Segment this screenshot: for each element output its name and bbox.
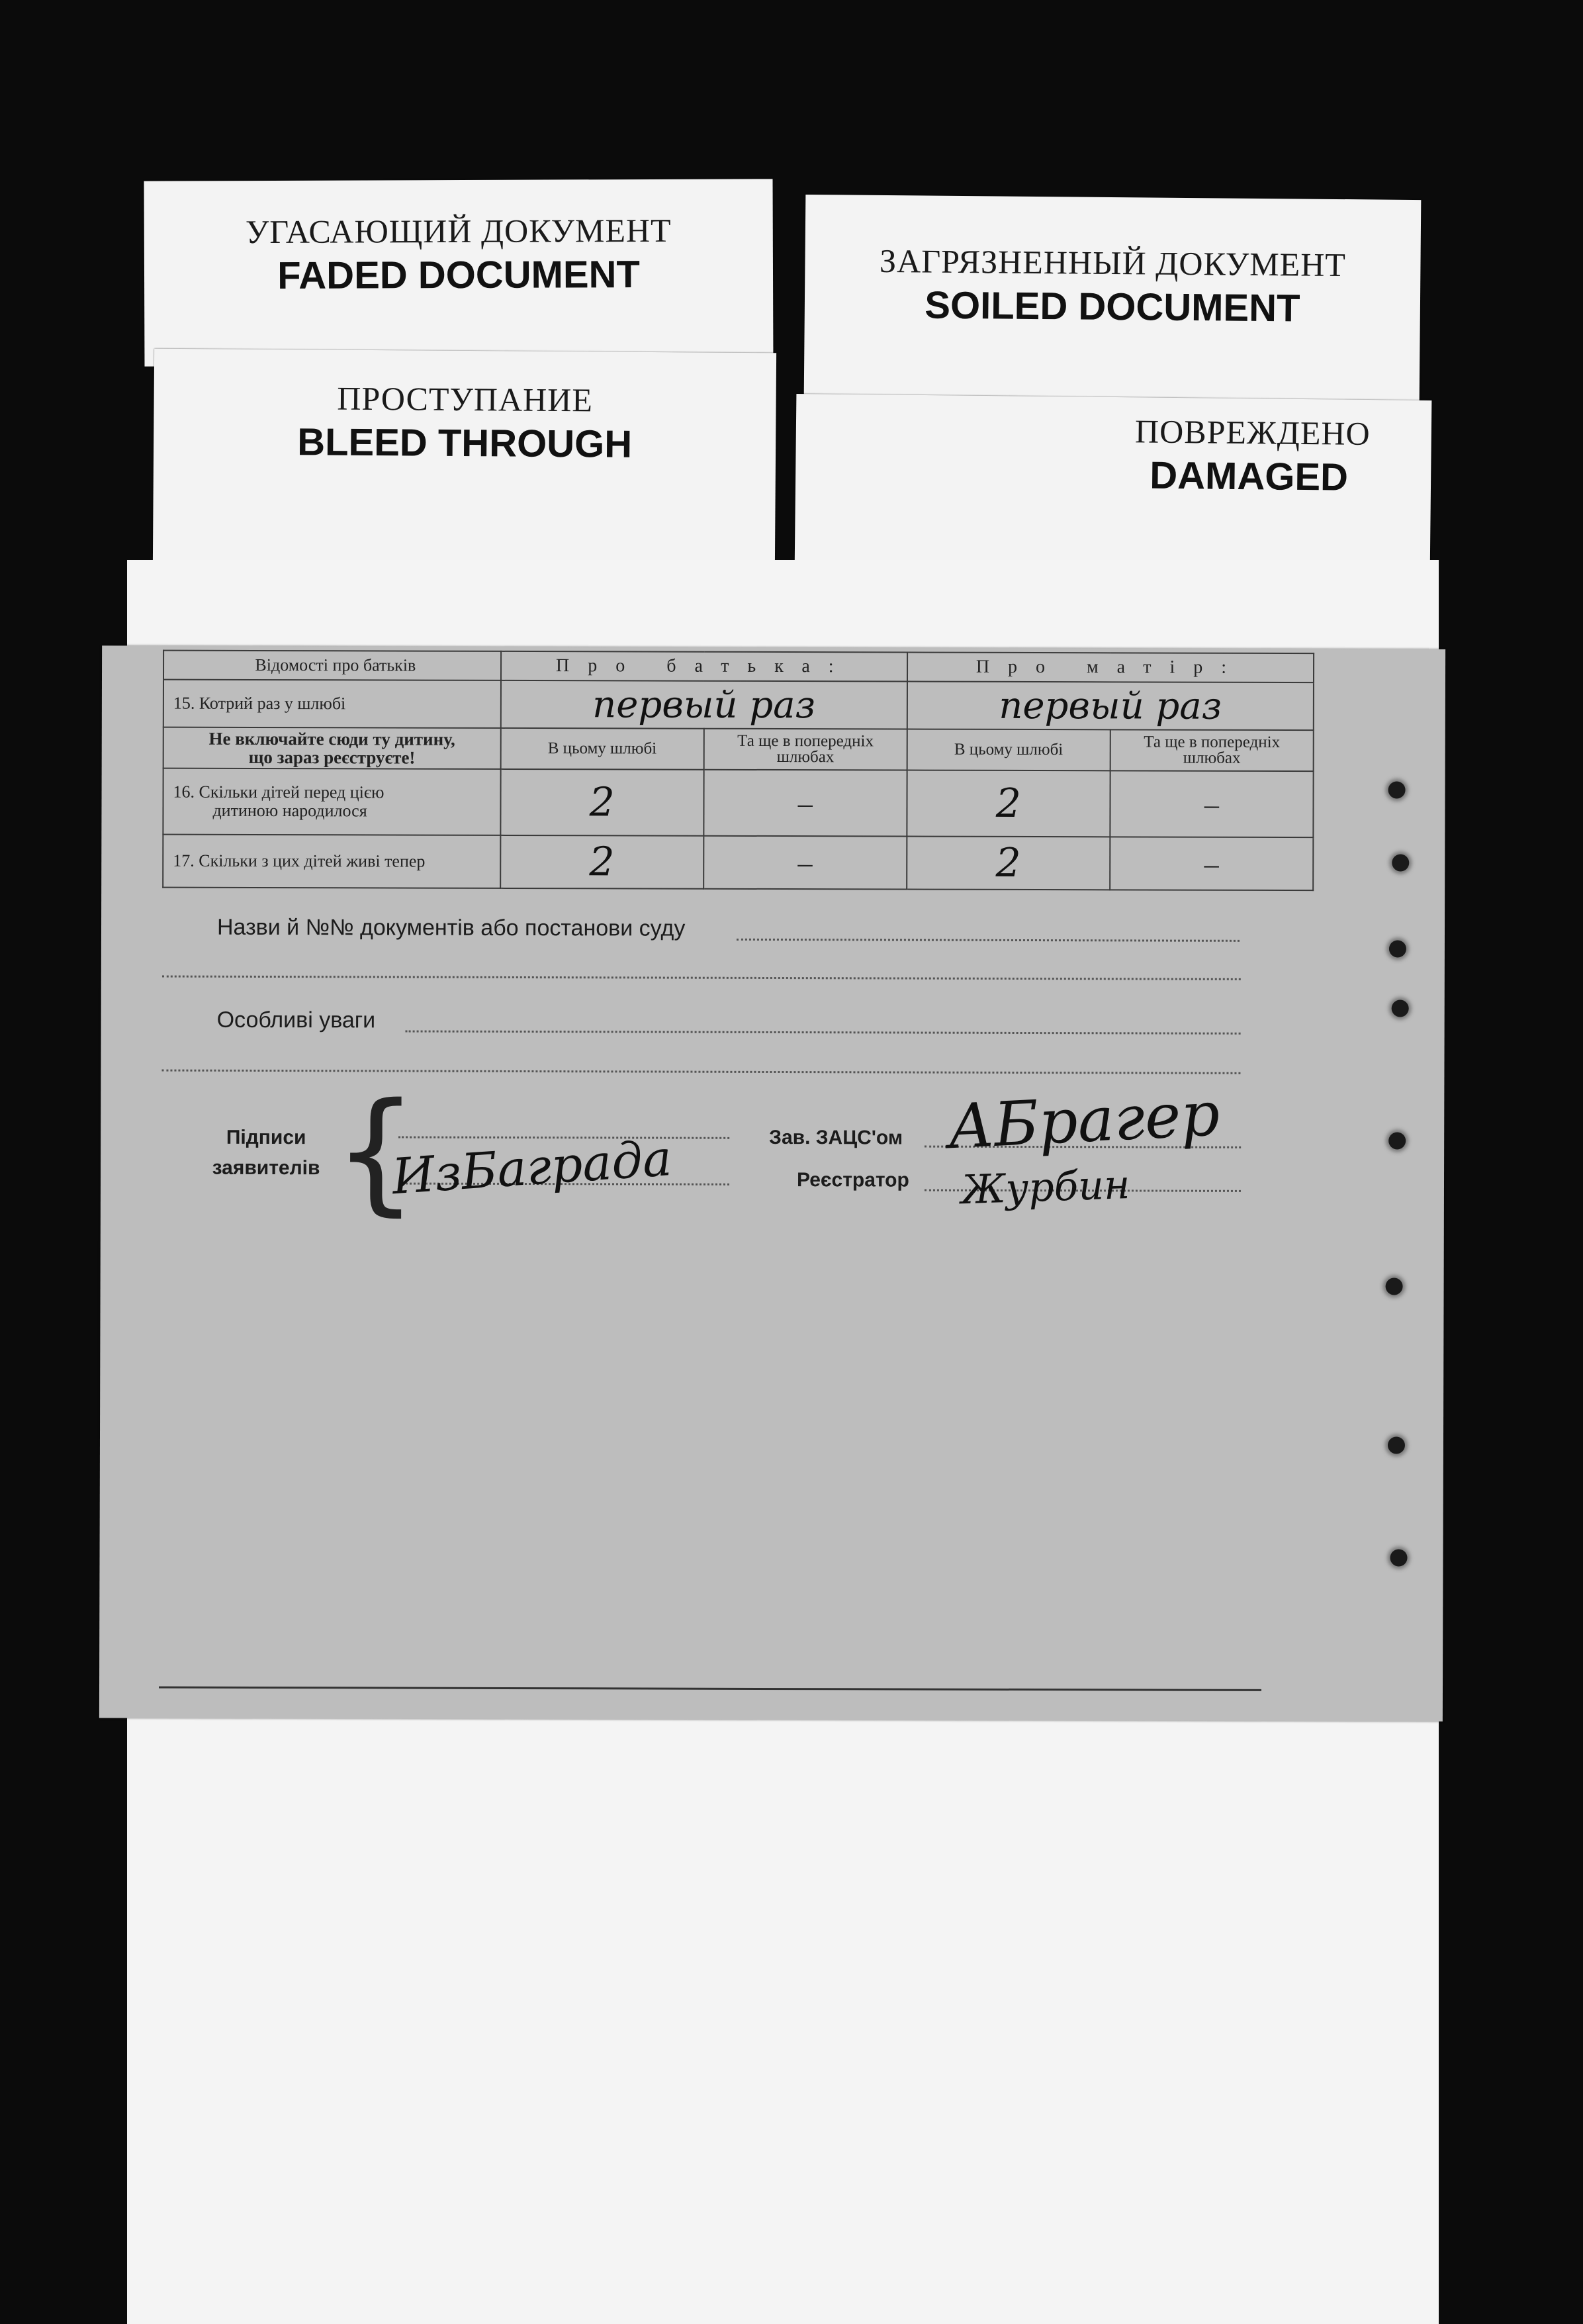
documents-label: Назви й №№ документів або постанови суду — [216, 914, 686, 941]
father-header: Про батька: — [501, 651, 907, 682]
row17-father-this-value: 2 — [589, 839, 615, 886]
faded-document-card — [144, 179, 774, 366]
applicants-label-line1: Підписи — [226, 1126, 306, 1149]
head-label: Зав. ЗАЦС'ом — [769, 1126, 903, 1149]
faded-document-en: FADED DOCUMENT — [277, 253, 641, 297]
row16-mother-this-value: 2 — [995, 780, 1022, 827]
row15-label: 15. Котрий раз у шлюбі — [163, 680, 501, 728]
bottom-rule — [159, 1687, 1261, 1691]
row16-mother-prev — [1110, 770, 1313, 837]
row16-father-prev-value: – — [797, 786, 813, 819]
row15-father-value: первый раз — [592, 682, 816, 727]
head-signature: АБрагер — [946, 1078, 1222, 1163]
damaged-card — [795, 394, 1432, 579]
documents-dotline — [737, 939, 1240, 942]
binding-hole — [1390, 1549, 1407, 1566]
birth-record-form — [99, 645, 1445, 1721]
row16-label-line1: 16. Скільки дітей перед цією — [173, 782, 384, 802]
applicants-signature-label — [200, 1123, 332, 1184]
registrar-label: Реєстратор — [796, 1169, 909, 1191]
binding-hole — [1392, 999, 1409, 1017]
row16-label-line2: дитиною народилося — [212, 800, 367, 821]
parents-info-header: Відомості про батьків — [163, 651, 501, 680]
binding-hole — [1389, 940, 1406, 957]
row17-mother-this-value: 2 — [995, 839, 1021, 886]
row17-father-prev — [703, 836, 907, 890]
binding-hole — [1388, 781, 1406, 798]
mother-this-marriage-header: В цьому шлюбі — [907, 729, 1110, 771]
row17-label: 17. Скільки з цих дітей живі тепер — [163, 835, 500, 888]
row15-father-cell — [501, 680, 907, 729]
father-previous-marriages-header: Та ще в попередніх шлюбах — [703, 729, 907, 770]
faded-document-ru: УГАСАЮЩИЙ ДОКУМЕНТ — [245, 211, 672, 251]
damaged-ru: ПОВРЕЖДЕНО — [1134, 412, 1371, 453]
remarks-dotline-2 — [161, 1070, 1240, 1074]
documents-dotline-2 — [162, 976, 1241, 980]
row17-father-this — [500, 835, 703, 889]
remarks-dotline — [406, 1031, 1241, 1035]
binding-hole — [1388, 1132, 1406, 1149]
bleed-through-card — [153, 349, 776, 569]
row16-label — [163, 768, 500, 835]
row17-father-prev-value: – — [797, 846, 813, 879]
row17-mother-prev-value: – — [1204, 847, 1219, 880]
row16-father-this — [500, 769, 703, 836]
row15-mother-value: первый раз — [999, 684, 1222, 728]
row17-mother-this — [907, 837, 1110, 890]
binding-hole — [1386, 1278, 1403, 1295]
registrar-signature: Журбин — [960, 1161, 1131, 1214]
row15-mother-cell — [907, 682, 1314, 731]
warning-line2: що зараз реєструєте! — [248, 747, 416, 768]
soiled-document-card — [804, 195, 1422, 405]
damaged-en: DAMAGED — [1149, 453, 1349, 499]
applicants-label-line2: заявителів — [212, 1156, 320, 1180]
father-this-marriage-header: В цьому шлюбі — [500, 728, 703, 770]
signature-brace: { — [333, 1074, 418, 1229]
row16-mother-this — [907, 770, 1110, 837]
row16-father-prev — [703, 770, 907, 837]
warning-cell — [163, 727, 501, 769]
applicant-signature: ИзБаграда — [390, 1129, 674, 1206]
remarks-label: Особливі уваги — [216, 1007, 376, 1033]
binding-hole — [1392, 854, 1409, 871]
row16-father-this-value: 2 — [589, 779, 615, 826]
soiled-document-ru: ЗАГРЯЗНЕННЫЙ ДОКУМЕНТ — [879, 242, 1347, 284]
row17-mother-prev — [1110, 837, 1313, 890]
bleed-through-ru: ПРОСТУПАНИЕ — [337, 379, 594, 419]
parents-info-table — [162, 650, 1314, 892]
bleed-through-en: BLEED THROUGH — [296, 420, 633, 466]
row16-mother-prev-value: – — [1204, 788, 1220, 821]
mother-header: Про матір: — [907, 653, 1314, 683]
mother-previous-marriages-header: Та ще в попередніх шлюбах — [1110, 729, 1314, 771]
soiled-document-en: SOILED DOCUMENT — [925, 283, 1300, 330]
binding-hole — [1388, 1436, 1405, 1454]
warning-line1: Не включайте сюди ту дитину, — [208, 728, 455, 749]
